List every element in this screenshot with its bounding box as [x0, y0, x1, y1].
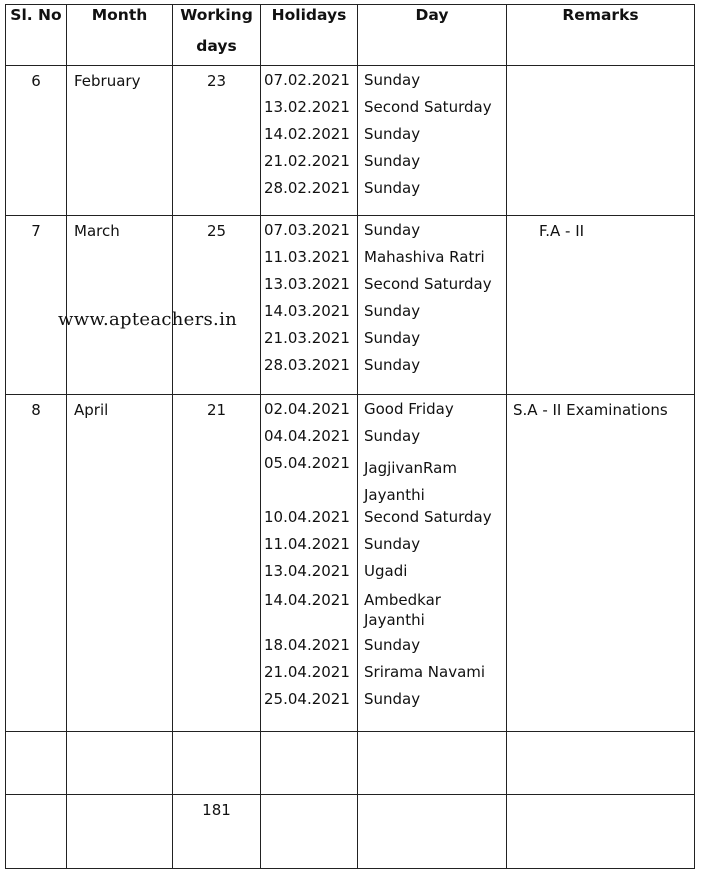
month-cell [67, 395, 173, 732]
empty-cell [358, 732, 507, 795]
holiday-days-cell [358, 66, 507, 216]
holiday-date: 11.04.2021 [264, 535, 350, 553]
working-days-value: 25 [206, 222, 227, 240]
total-working-days-cell [173, 795, 261, 869]
empty-cell [67, 795, 173, 869]
empty-cell [358, 795, 507, 869]
holiday-dates-cell [261, 395, 358, 732]
holiday-day: Mahashiva Ratri [364, 248, 485, 266]
remarks-cell [507, 395, 695, 732]
header-sl-no [6, 5, 67, 66]
working-days-cell [173, 216, 261, 395]
header-working-days [173, 5, 261, 66]
holiday-date: 13.04.2021 [264, 562, 350, 580]
month-value: April [74, 401, 109, 419]
holiday-date: 11.03.2021 [264, 248, 350, 266]
holiday-date: 14.04.2021 [264, 591, 350, 609]
empty-cell [507, 732, 695, 795]
holiday-date: 07.03.2021 [264, 221, 350, 239]
holiday-day: Sunday [364, 636, 421, 654]
remarks-value: F.A - II [539, 222, 585, 240]
holiday-date: 28.03.2021 [264, 356, 350, 374]
header-day [358, 5, 507, 66]
holiday-day: Sunday [364, 152, 421, 170]
empty-cell [261, 732, 358, 795]
sl-no-value: 6 [31, 72, 41, 90]
header-month-label: Month [91, 6, 148, 24]
month-cell [67, 66, 173, 216]
holiday-day: Srirama Navami [364, 663, 486, 681]
empty-cell [173, 732, 261, 795]
header-holidays [261, 5, 358, 66]
working-days-cell [173, 395, 261, 732]
holiday-day: Sunday [364, 179, 421, 197]
holiday-day: Ambedkar Jayanthi [364, 591, 441, 629]
remarks-cell [507, 216, 695, 395]
holiday-days-cell [358, 395, 507, 732]
holiday-date: 10.04.2021 [264, 508, 350, 526]
holiday-date: 28.02.2021 [264, 179, 350, 197]
empty-cell [261, 795, 358, 869]
total-working-days-value: 181 [202, 801, 231, 819]
empty-cell [507, 795, 695, 869]
month-cell [67, 216, 173, 395]
empty-cell [6, 732, 67, 795]
header-sl-no-label: Sl. No [10, 6, 62, 24]
table-row-february [6, 66, 695, 216]
holiday-day: Sunday [364, 427, 421, 445]
holiday-day: Second Saturday [364, 508, 492, 526]
header-month [67, 5, 173, 66]
holiday-day: Sunday [364, 125, 421, 143]
holiday-date: 21.02.2021 [264, 152, 350, 170]
header-working-label-line1: Working [180, 6, 253, 24]
remarks-value: S.A - II Examinations [513, 401, 668, 419]
table-row-blank [6, 732, 695, 795]
holiday-date: 13.03.2021 [264, 275, 350, 293]
working-days-value: 23 [206, 72, 227, 90]
remarks-cell [507, 66, 695, 216]
empty-cell [67, 732, 173, 795]
holiday-day: Ugadi [364, 562, 408, 580]
holiday-days-cell [358, 216, 507, 395]
holiday-dates-cell [261, 216, 358, 395]
holiday-day: Sunday [364, 690, 421, 708]
holiday-date: 04.04.2021 [264, 427, 350, 445]
table-row-april [6, 395, 695, 732]
holiday-day: Second Saturday [364, 98, 492, 116]
header-remarks-label: Remarks [562, 6, 639, 24]
holiday-date: 14.02.2021 [264, 125, 350, 143]
holiday-date: 02.04.2021 [264, 400, 350, 418]
sl-no-cell [6, 395, 67, 732]
holiday-day: Good Friday [364, 400, 454, 418]
holiday-date: 21.04.2021 [264, 663, 350, 681]
sl-no-value: 8 [31, 401, 41, 419]
holiday-day: JagjivanRam Jayanthi [364, 459, 457, 504]
holiday-date: 25.04.2021 [264, 690, 350, 708]
holiday-date: 18.04.2021 [264, 636, 350, 654]
sl-no-value: 7 [31, 222, 41, 240]
working-days-cell [173, 66, 261, 216]
holiday-dates-cell [261, 66, 358, 216]
academic-calendar-table [5, 4, 695, 869]
table-row-total [6, 795, 695, 869]
sl-no-cell [6, 66, 67, 216]
header-working-label-line2: days [196, 37, 237, 55]
holiday-day: Sunday [364, 535, 421, 553]
table-row-march [6, 216, 695, 395]
working-days-value: 21 [206, 401, 227, 419]
holiday-day: Sunday [364, 71, 421, 89]
holiday-day: Sunday [364, 221, 421, 239]
header-holidays-label: Holidays [271, 6, 347, 24]
month-value: March [74, 222, 120, 240]
header-remarks [507, 5, 695, 66]
holiday-day: Second Saturday [364, 275, 492, 293]
holiday-day: Sunday [364, 329, 421, 347]
header-row [6, 5, 695, 66]
header-day-label: Day [415, 6, 449, 24]
watermark-text: www.apteachers.in [58, 309, 238, 330]
holiday-day: Sunday [364, 302, 421, 320]
empty-cell [6, 795, 67, 869]
holiday-day: Sunday [364, 356, 421, 374]
month-value: February [74, 72, 141, 90]
holiday-date: 13.02.2021 [264, 98, 350, 116]
holiday-date: 07.02.2021 [264, 71, 350, 89]
holiday-date: 21.03.2021 [264, 329, 350, 347]
holiday-date: 05.04.2021 [264, 454, 350, 472]
sl-no-cell [6, 216, 67, 395]
holiday-date: 14.03.2021 [264, 302, 350, 320]
